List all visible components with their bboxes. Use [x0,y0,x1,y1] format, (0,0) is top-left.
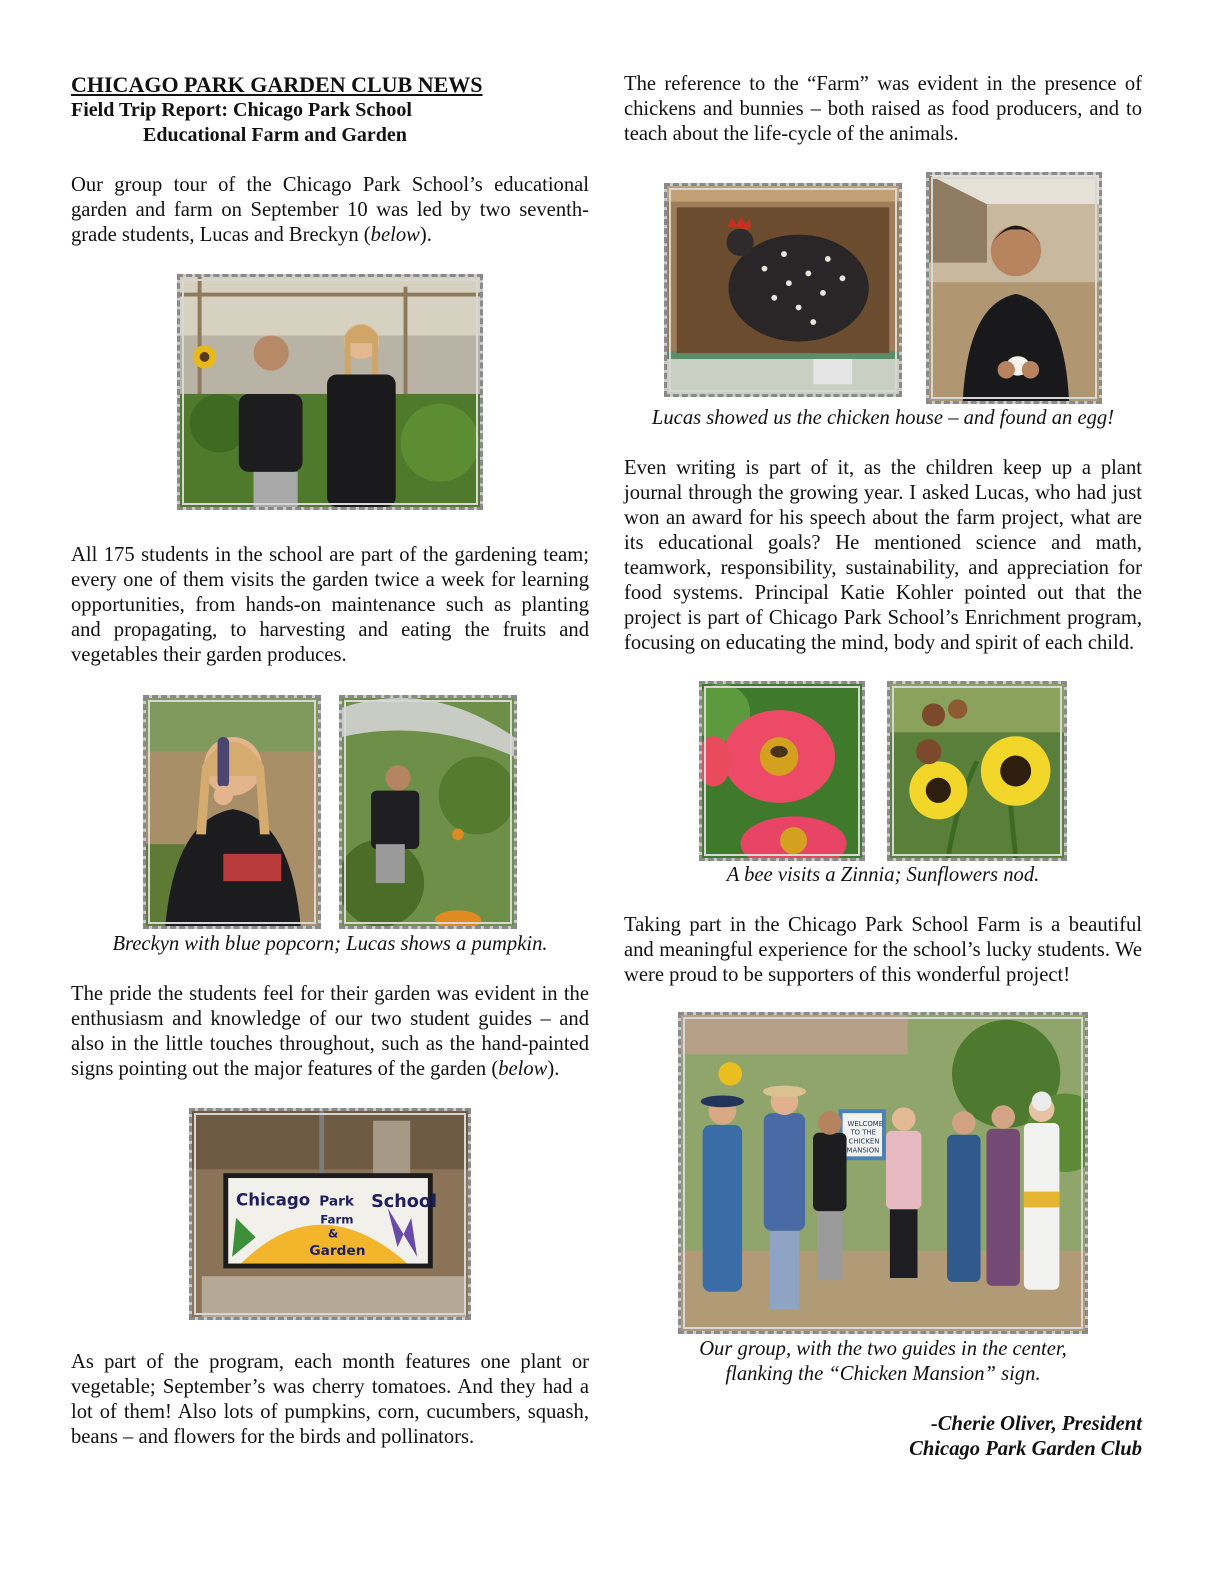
mansion-sign-line1: WELCOME [847,1119,884,1128]
photo-lucas-egg [926,172,1102,404]
paragraph-farm: The reference to the “Farm” was evident in the presence of chickens and bunnies – both raised as food producers, and to teach about the life-cycle of the animals. [624,73,1142,145]
paragraph-writing: Even writing is part of it, as the children keep up a plant journal through the growing year. I asked Lucas, who had just won an award for his speech about the farm project, what are its educational goals? He mentioned science and math, teamwork, responsibility, sustainability, and appreciation for food systems. Principal Katie Kohler pointed out that the project is part of Chicago Park School’s Enrichment program, focusing on educating the mind, body and spirit of each child. [624,457,1142,654]
sign-word-park: Park [319,1193,354,1210]
mansion-sign-line2: TO THE [850,1128,877,1137]
photo-breckyn-popcorn [143,695,321,929]
caption-chicken-house: Lucas showed us the chicken house – and found an egg! [651,407,1115,429]
paragraph-pride: The pride the students feel for their garden was evident in the enthusiasm and knowledge of our two student guides – and also in the little touches throughout, such as the hand-painted signs pointing out the major features of the garden (below). [71,983,589,1080]
photo-school-sign [189,1108,471,1320]
caption-zinnia-sunflowers: A bee visits a Zinnia; Sunflowers nod. [726,864,1040,886]
sign-word-school: School [371,1192,437,1213]
caption-group-line1: Our group, with the two guides in the center, [699,1338,1067,1360]
caption-breckyn-lucas: Breckyn with blue popcorn; Lucas shows a pumpkin. [112,933,548,955]
right-column [624,72,1142,1462]
photo-group [678,1012,1088,1334]
paragraph-students: All 175 students in the school are part of the gardening team; every one of them visits the garden twice a week for learning opportunities, from hands-on maintenance such as planting and propagating, to harvesting and eating the fruits and vegetables their garden produces. [71,544,589,666]
mansion-sign-line4: MANSION [846,1146,880,1155]
signature-org: Chicago Park Garden Club [909,1438,1142,1460]
sign-word-garden: Garden [309,1242,366,1259]
sign-word-farm: Farm [320,1212,354,1227]
article-subtitle: Field Trip Report: Chicago Park School [71,99,412,121]
left-column [71,72,589,1450]
paragraph-program: As part of the program, each month features one plant or vegetable; September’s was cherry tomatoes. And they had a lot of them! Also lots of pumpkins, corn, cucumbers, squash, beans – and flowers for the birds and pollinators. [71,1351,589,1448]
photo-sunflowers [887,681,1067,861]
sign-word-and: & [328,1226,339,1241]
photo-zinnia-bee [699,681,865,861]
photo-lucas-pumpkin [339,695,517,929]
mansion-sign-line3: CHICKEN [848,1137,880,1146]
sign-word-chicago: Chicago [236,1190,311,1210]
photo-guides [177,274,483,510]
newsletter-headline: CHICAGO PARK GARDEN CLUB NEWS [71,72,483,97]
photo-chicken-house [664,183,902,397]
paragraph-conclusion: Taking part in the Chicago Park School Farm is a beautiful and meaningful experience for the school’s lucky students. We were proud to be supporters of this wonderful project! [624,914,1142,986]
caption-group-line2: flanking the “Chicken Mansion” sign. [725,1363,1041,1385]
article-subtitle-line2: Educational Farm and Garden [143,124,407,146]
signature-name: -Cherie Oliver, President [930,1413,1142,1435]
paragraph-intro: Our group tour of the Chicago Park School’s educational garden and farm on September 10 was led by two seventh-grade students, Lucas and Breckyn (below). [71,174,589,246]
